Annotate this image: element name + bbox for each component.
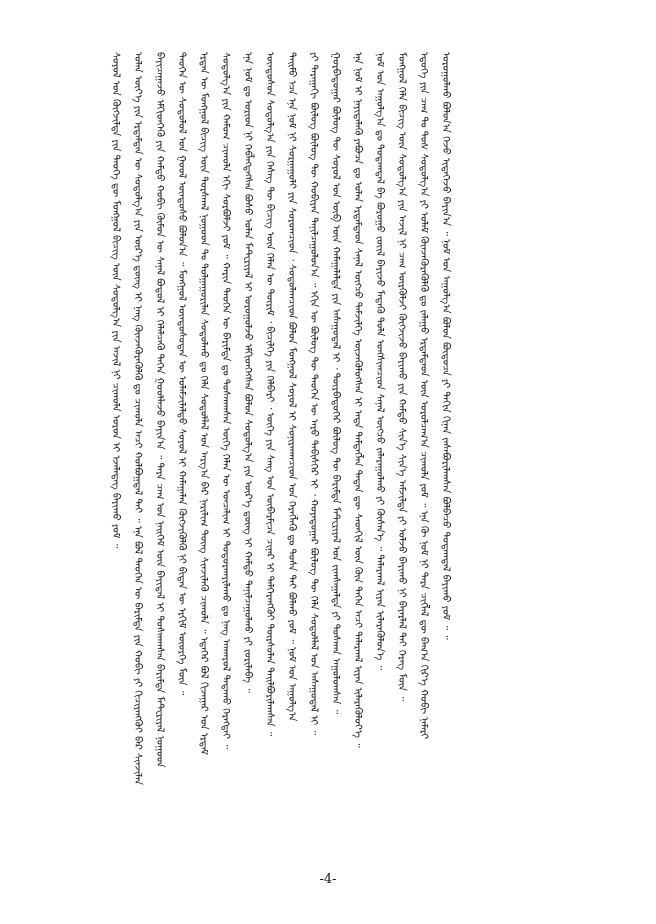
text-line: ᠨᠣᠮ ᠤᠨ ᠠᠭᠤᠯᠭ᠎ᠠ ᠳᠤ ᠳᠤᠲᠠᠭᠳᠠᠯ ᠪᠠ ᠪᠤᠷᠤᠭᠤ ᠵᠦᠢᠯ ᠪᠠᠶᠢᠵᠤ ᠮᠡᠳᠡᠬᠦ ᠲᠤᠯᠠ ᠤᠩᠰᠢᠭᠴᠢᠳ ᠰᠠᠨᠠᠯ ᠥᠭᠴᠦ ᠵᠠᠯᠠᠷᠠᠭᠤᠯᠬᠤ ᠶᠢ ᠬᠦᠰᠡᠨ᠎ᠡ ᠃ ᠲᠠᠯᠠᠷᠬᠠᠯ ᠢᠶᠠᠨ ᠢᠯᠡᠷᠡᠭᠦᠯᠦᠨ᠎ᠡ ᠃ xyxy=(374,52,385,671)
text-line: ᠦᠨᠳᠦᠰᠦᠨ ᠰᠤᠳᠤᠯᠭ᠎ᠠ ᠶᠢᠨ ᠬᠡᠰᠡᠭ ᠲᠦ ᠪᠢᠴᠢᠭ ᠦᠨ ᠬᠡᠯᠡᠨ ᠦ ᠳᠦᠷᠢᠮ ᠂ ᠪᠢᠴᠢᠯᠭᠡ ᠶᠢᠨ ᠬᠡᠯᠪᠡᠷᠢ ᠂ ᠦᠭᠡ ᠶᠢᠨ ᠰᠠᠩ ᠤᠨ ᠥᠪᠡᠷᠮᠢᠴᠡ ᠴᠢᠨᠠᠷ ᠢ ᠳᠡᠯᠭᠡᠷᠡᠩᠭᠦᠢ ᠳᠦᠷᠰᠦᠯᠡᠨ ᠲᠠᠢᠯᠪᠤᠷᠢᠯᠠᠭᠰᠠᠨ ᠃ xyxy=(264,52,275,737)
text-line: ᠣᠷᠣᠭᠤᠯᠬᠤ ᠪᠣᠯᠤᠨ᠎ᠠ ᠭᠡᠵᠦ ᠢᠳᠡᠭᠡᠵᠦ ᠪᠠᠶᠢᠨ᠎ᠠ ᠃ ᠨᠣᠮ ᠤᠨ ᠠᠭᠤᠯᠭ᠎ᠠ ᠪᠣᠯᠤᠨ ᠪᠦᠲᠦᠴᠡ ᠶᠢ ᠳᠠᠬᠢᠨ ᠬᠢᠨᠠᠨ ᠵᠠᠰᠠᠪᠤᠷᠢᠯᠠᠭᠰᠠᠨ ᠪᠣᠯᠪᠠᠴᠤ ᠳᠤᠲᠠᠭᠳᠠᠯ ᠪᠠᠶᠢᠬᠤ ᠶᠤᠮ ᠃ ᠃ xyxy=(440,52,451,640)
text-line: ᠣᠯᠠᠨ ᠦᠶ᠎ᠡ ᠶᠢᠨ ᠡᠷᠳᠡᠮᠲᠡᠨ ᠦ ᠰᠤᠳᠤᠯᠭ᠎ᠠ ᠶᠢᠨ ᠦᠷ᠎ᠡ ᠳ᠋ᠦᠩ ᠢ ᠨᠡᠩ ᠭᠦᠨᠵᠡᠭᠦᠷᠡᠭᠦᠯᠬᠦ ᠳᠤ ᠴᠢᠬᠤᠯᠠ ᠠᠴᠢ ᠬᠣᠯᠪᠣᠭ᠋ᠳᠠᠯ ᠲᠠᠢ ᠃ ᠡᠨᠡ ᠪᠣᠯ ᠲᠡᠦᠬᠡᠨ ᠦ ᠪᠠᠷᠢᠮᠲᠠ ᠶᠢᠨ ᠬᠤᠪᠢ ᠶᠢ ᠬᠢᠴᠢᠶᠡᠩᠭᠦᠢ ᠪᠡᠷ ᠰᠢᠨᠵᠢᠯᠡᠨ xyxy=(132,52,143,786)
text-line: ᠲᠡᠦᠬᠡᠨ ᠦ ᠰᠤᠳᠤᠯᠤᠯ ᠤᠨ ᠭᠣᠣᠯ ᠦᠨᠳᠦᠰᠦ ᠪᠣᠯᠤᠨ᠎ᠠ ᠃ ᠮᠣᠩᠭᠣᠯ ᠦᠨᠳᠦᠰᠦᠲᠡᠨ ᠦ ᠤᠯᠠᠮᠵᠢᠯᠠᠯᠲᠤ ᠰᠣᠶᠣᠯ ᠢ ᠬᠠᠮᠠᠭᠠᠯᠠᠨ ᠬᠥᠭᠵᠢᠭᠦᠯᠬᠦ ᠨᠢ ᠪᠢᠳᠡᠨ ᠦ ᠡᠷᠬᠢᠮ ᠦᠦᠷᠭᠡ ᠮᠥᠨ ᠃ xyxy=(176,52,187,696)
text-line: ᠰᠣᠶᠣᠯ ᠤᠨ ᠬᠥᠭᠵᠢᠯᠲᠡ ᠶᠢᠨ ᠲᠡᠦᠬᠡ ᠳᠦ ᠮᠣᠩᠭᠣᠯ ᠪᠢᠴᠢᠭ ᠦᠨ ᠰᠤᠳᠤᠯᠭ᠎ᠠ ᠶᠢᠨ ᠠᠵᠢᠯ ᠨᠢ ᠴᠢᠬᠤᠯᠠ ᠣᠷᠤᠨ ᠢ ᠡᠵᠡᠯᠡᠳᠡᠭ ᠪᠠᠶᠢᠬᠤ ᠶᠤᠮ ᠃ xyxy=(110,52,121,549)
text-line: ᠪᠠᠶᠢᠴᠠᠭᠠᠵᠤ ᠡᠮᠬᠢᠳᠬᠡᠬᠦ ᠶᠢᠨ ᠬᠠᠮᠲᠤ ᠬᠤᠪᠢ ᠬᠦᠮᠦᠨ ᠦ ᠰᠠᠨᠠᠯ ᠪᠤᠳᠤᠯ ᠢ ᠬᠡᠯᠡᠯᠴᠡᠬᠦ ᠳᠡᠭᠡᠨ ᠭᠣᠣᠯᠯᠠᠵᠤ ᠪᠠᠶᠢᠨ᠎ᠠ ᠃ ᠲᠡᠷᠡ ᠴᠠᠭ ᠤᠨ ᠨᠡᠢᠭᠡᠮ ᠦᠨ ᠪᠠᠶᠢᠳᠠᠯ ᠢ ᠲᠤᠰᠬᠠᠭᠰᠠᠨ ᠪᠠᠷᠢᠮᠲᠠ ᠮᠠᠲᠸᠷᠢᠶᠠᠯ ᠨᠤᠭᠤᠳ xyxy=(154,52,165,768)
text-line: ᠶᠢ ᠳᠠᠷᠠᠭᠠᠬᠢ ᠪᠦᠯᠦᠭ ᠪᠦᠯᠦᠭ ᠲᠦ ᠬᠤᠪᠢᠶᠠᠨ ᠲᠠᠨᠢᠯᠴᠠᠭᠤᠯᠤᠨ᠎ᠠ ᠃ ᠡᠬᠢᠨ ᠦ ᠪᠦᠯᠦᠭ ᠲᠦ ᠲᠡᠦᠬᠡᠨ ᠦ ᠠᠷᠤ ᠳᠡᠪᠢᠰᠬᠡᠷ ᠢ ᠂ ᠬᠣᠶᠠᠳᠤᠭᠠᠷ ᠪᠦᠯᠦᠭ ᠲᠦ ᠬᠡᠯᠡ ᠰᠤᠳᠤᠯᠯᠠᠯ ᠤᠨ ᠠᠰᠠᠭᠤᠳᠠᠯ ᠢ ᠃ xyxy=(308,52,319,735)
vertical-text-block xyxy=(104,52,572,852)
text-line: ᠡᠨᠡ ᠨᠣᠮ ᠢ ᠨᠡᠶᠢᠲᠡᠯᠡᠬᠦ ᠶᠠᠪᠤᠴᠠ ᠳᠤ ᠣᠯᠠᠨ ᠡᠷᠳᠡᠮᠲᠡᠳ ᠰᠠᠨᠠᠯ ᠥᠭᠴᠦ ᠳᠡᠮᠵᠢᠯᠭᠡ ᠦᠵᠡᠭᠦᠯᠦᠭᠰᠡᠨ ᠢ ᠡᠨᠳᠡ ᠲᠡᠮᠳᠡᠭᠯᠡᠨ ᠲᠡᠳᠡᠨ ᠳᠦ ᠰᠡᠳᠬᠢᠯ ᠦᠨ ᠭᠦᠨ ᠳᠡᠭᠡᠨ ᠠᠴᠢ ᠲᠠᠯᠠᠷᠬᠠᠯ ᠢᠶᠠᠨ ᠢᠯᠡᠷᠡᠭᠦᠯᠦᠶ᠎ᠡ ᠃ xyxy=(352,52,363,748)
text-line: ᠡᠨᠡ ᠨᠣᠮ ᠳᠤ ᠤᠷᠢᠳ ᠨᠢ ᠬᠡᠪᠯᠡᠭᠳᠡᠭᠰᠡᠨ ᠪᠤᠰᠤ ᠣᠯᠠᠨ ᠮᠠᠲᠸᠷᠢᠶᠠᠯ ᠢ ᠣᠷᠣᠭᠤᠯᠵᠤ ᠡᠮᠬᠢᠳᠬᠡᠭᠰᠡᠨ ᠪᠣᠯᠤᠨ ᠰᠤᠳᠤᠯᠭ᠎ᠠ ᠶᠢᠨ ᠦᠷ᠎ᠡ ᠳ᠋ᠦᠩ ᠢ ᠬᠠᠮᠲᠤ ᠲᠠᠨᠢᠯᠴᠠᠭᠤᠯᠬᠤ ᠶᠢ ᠵᠣᠷᠢᠯᠠᠪᠠ ᠃ xyxy=(242,52,253,693)
page-number: -4- xyxy=(319,872,337,887)
text-line: ᠡᠳᠦᠭᠡ ᠶᠢᠨ ᠴᠠᠭ ᠲᠤ ᠳᠤᠰ ᠰᠤᠳᠤᠯᠭ᠎ᠠ ᠶᠢ ᠤᠯᠠᠮ ᠭᠦᠨᠵᠡᠭᠦᠷᠡᠭᠦᠯᠬᠦ ᠳᠤ ᠵᠠᠯᠠᠭᠤ ᠡᠷᠳᠡᠮᠲᠡᠳ ᠦᠨ ᠣᠷᠣᠯᠴᠠᠭ᠎ᠠ ᠴᠢᠬᠤᠯᠠ ᠶᠤᠮ ᠃ ᠡᠨᠡ ᠬᠦ ᠨᠣᠮ ᠨᠢ ᠲᠡᠷᠡ ᠴᠢᠭᠯᠡᠯ ᠳᠦ ᠪᠠᠭ᠎ᠠ ᠬᠢᠷ᠎ᠡ ᠬᠤᠪᠢ ᠨᠡᠮᠡᠷᠢ xyxy=(418,52,429,740)
text-line: ᠡᠷᠲᠡᠨ ᠦ ᠮᠣᠩᠭᠣᠯ ᠪᠢᠴᠢᠭ ᠦᠨ ᠳᠤᠷᠰᠬᠠᠯ ᠨᠤᠭᠤᠳ ᠲᠤ ᠲᠤᠯᠭᠠᠭᠤᠷᠢᠯᠠᠨ ᠰᠤᠳᠤᠯᠬᠤ ᠳᠤ ᠬᠡᠯᠡ ᠰᠤᠳᠤᠯᠯᠠᠯ ᠤᠨ ᠠᠷᠭ᠎ᠠ ᠪᠠᠷ ᠨᠠᠷᠢᠯᠢᠭ ᠳᠦᠩ ᠰᠢᠨᠵᠢᠯᠡᠬᠦ ᠴᠢᠬᠤᠯᠠ ᠃ ᠡᠳᠡᠭᠡᠷ ᠪᠣᠯ ᠬᠢᠵᠠᠭᠠᠷ ᠤᠨ ᠡᠷᠳᠡᠮ xyxy=(198,52,209,755)
text-line: ᠲᠡᠢᠮᠦ ᠡᠴᠡ ᠡᠨᠡ ᠨᠣᠮ ᠨᠢ ᠰᠤᠷᠭᠠᠭᠤᠯᠢ ᠶᠢᠨ ᠰᠤᠷᠤᠭᠴᠢᠳ ᠂ ᠰᠤᠳᠤᠯᠠᠭᠴᠢᠳ ᠪᠣᠯᠤᠨ ᠮᠣᠩᠭᠣᠯ ᠰᠣᠶᠣᠯ ᠢ ᠰᠣᠨᠢᠷᠬᠠᠭᠴᠢᠳ ᠤᠨ ᠬᠡᠷᠡᠭᠯᠡᠬᠦ ᠳᠤ ᠲᠤᠰᠠ ᠲᠠᠢ ᠪᠣᠯᠬᠤ ᠶᠤᠮ ᠃ ᠨᠣᠮ ᠤᠨ ᠠᠭᠤᠯᠭ᠎ᠠ xyxy=(286,52,297,722)
text-line: ᠰᠤᠳᠤᠯᠭ᠎ᠠ ᠶᠢᠨ ᠬᠠᠮᠤᠭ ᠴᠢᠬᠤᠯᠠ ᠡᠬᠢ ᠰᠤᠷᠪᠤᠯᠵᠢ ᠶᠤᠮ ᠃ ᠬᠠᠷᠢᠨ ᠲᠡᠦᠬᠡᠨ ᠦ ᠪᠠᠷᠢᠮᠲᠠ ᠳᠤ ᠲᠤᠰᠬᠠᠭᠰᠠᠨ ᠦᠭᠡ ᠬᠡᠯᠡᠨ ᠦ ᠣᠨᠴᠠᠯᠢᠭ ᠢ ᠲᠣᠳᠣᠷᠬᠠᠶᠢᠯᠠᠬᠤ ᠳᠤ ᠨᠡᠩ ᠠᠨᠬᠠᠷᠤᠯ ᠲᠠᠲᠠᠬᠤ ᠬᠡᠷᠡᠭᠲᠡᠢ ᠃ xyxy=(220,52,231,749)
text-line: ᠭᠤᠷᠪᠠᠳᠤᠭᠠᠷ ᠪᠦᠯᠦᠭ ᠲᠦ ᠰᠣᠶᠣᠯ ᠤᠨ ᠥᠪ ᠦᠨ ᠬᠠᠮᠠᠭᠠᠯᠠᠯᠲᠠ ᠶᠢᠨ ᠠᠰᠠᠭᠤᠳᠠᠯ ᠢ ᠂ ᠳᠥᠷᠪᠡᠳᠦᠭᠡᠷ ᠪᠦᠯᠦᠭ ᠲᠦ ᠪᠠᠷᠢᠮᠲᠠ ᠮᠠᠲᠸᠷᠢᠶᠠᠯ ᠤᠨ ᠵᠢᠭᠰᠠᠭᠠᠯᠲᠠ ᠶᠢ ᠲᠣᠰᠬᠠᠨ ᠠᠭᠤᠯᠤᠭᠰᠠᠨ ᠃ xyxy=(330,52,341,715)
text-line: ᠮᠣᠩᠭᠣᠯ ᠬᠡᠯᠡ ᠪᠢᠴᠢᠭ ᠦᠨ ᠰᠤᠳᠤᠯᠭ᠎ᠠ ᠶᠢᠨ ᠠᠵᠢᠯ ᠨᠢ ᠴᠠᠭ ᠦᠷᠭᠦᠯᠵᠢ ᠬᠥᠭᠵᠢᠵᠦ ᠪᠠᠶᠢᠬᠤ ᠶᠢᠨ ᠬᠠᠮᠲᠤ ᠰᠢᠨ᠎ᠡ ᠰᠢᠨ᠎ᠡ ᠠᠮᠵᠢᠯᠲᠠ ᠶᠢ ᠣᠯᠵᠤ ᠪᠠᠶᠢᠬᠤ ᠨᠢ ᠪᠠᠶᠠᠷᠯᠠᠯ ᠲᠠᠢ ᠬᠡᠷᠡᠭ ᠮᠥᠨ ᠃ xyxy=(396,52,407,701)
